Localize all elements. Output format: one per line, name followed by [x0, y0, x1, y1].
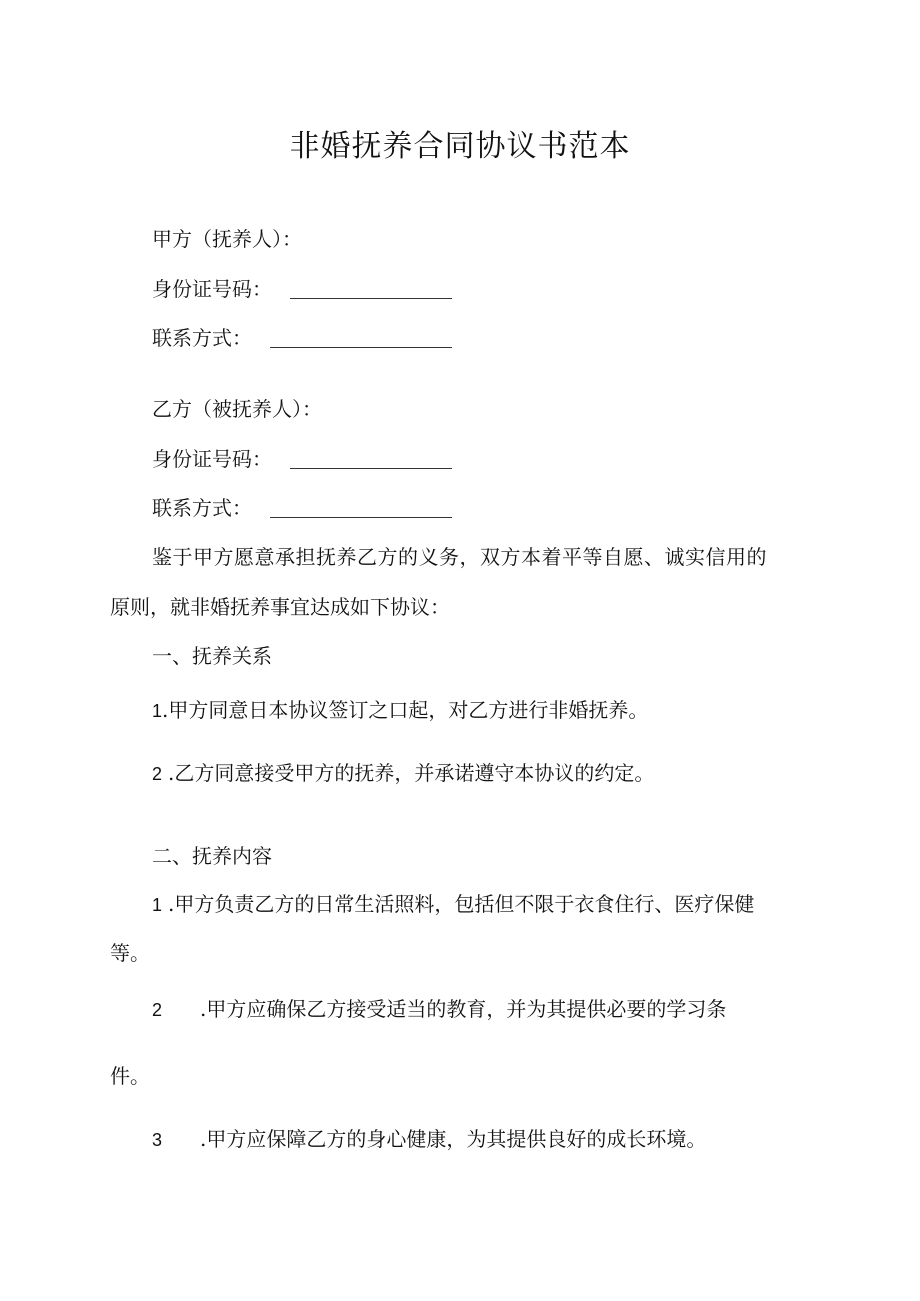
item-text: .甲方应保障乙方的身心健康，为其提供良好的成长环境。: [200, 1127, 707, 1151]
item-text: .乙方同意接受甲方的抚养，并承诺遵守本协议的约定。: [168, 761, 655, 785]
preamble-line-1: 鉴于甲方愿意承担抚养乙方的义务，双方本着平等自愿、诚实信用的: [152, 545, 767, 569]
party-b-id-row: [152, 446, 272, 472]
party-b-id-field[interactable]: [290, 448, 452, 469]
item-text: .甲方应确保乙方接受适当的教育，并为其提供必要的学习条: [200, 997, 727, 1021]
section-1-heading: 一、抚养关系: [152, 644, 272, 668]
party-a-contact-field[interactable]: [270, 327, 452, 348]
section-2-heading: 二、抚养内容: [152, 844, 272, 868]
section-2-item-2: [152, 996, 726, 1023]
item-number: 1: [152, 895, 163, 915]
party-b-contact-field[interactable]: [270, 497, 452, 518]
party-a-id-row: [152, 276, 272, 302]
section-2-item-1: [152, 891, 754, 918]
party-b-id-label: 身份证号码：: [152, 447, 272, 471]
item-number: 1: [152, 701, 163, 721]
section-1-item-1: [152, 697, 648, 724]
party-a-label: 甲方（抚养人）：: [152, 227, 302, 251]
item-text: .甲方同意日本协议签订之口起，对乙方进行非婚抚养。: [162, 698, 649, 722]
party-b-contact-row: [152, 495, 252, 521]
party-a-contact-label: 联系方式：: [152, 326, 252, 350]
party-b-label: 乙方（被抚养人）：: [152, 397, 322, 421]
item-text: .甲方负责乙方的日常生活照料，包括但不限于衣食住行、医疗保健: [168, 892, 755, 916]
section-2-item-2-cont: 件。: [110, 1064, 150, 1088]
section-2-item-3: [152, 1126, 706, 1153]
item-number: 2: [152, 764, 163, 784]
party-a-id-label: 身份证号码：: [152, 277, 272, 301]
party-a-contact-row: [152, 325, 252, 351]
section-2-item-1-cont: 等。: [110, 941, 150, 965]
section-1-item-2: [152, 760, 654, 787]
preamble-line-2: 原则，就非婚抚养事宜达成如下协议：: [110, 595, 450, 619]
document-title: 非婚抚养合同协议书范本: [289, 129, 631, 164]
party-b-contact-label: 联系方式：: [152, 496, 252, 520]
party-a-id-field[interactable]: [290, 278, 452, 299]
item-number: 2: [152, 1000, 163, 1020]
item-number: 3: [152, 1130, 163, 1150]
